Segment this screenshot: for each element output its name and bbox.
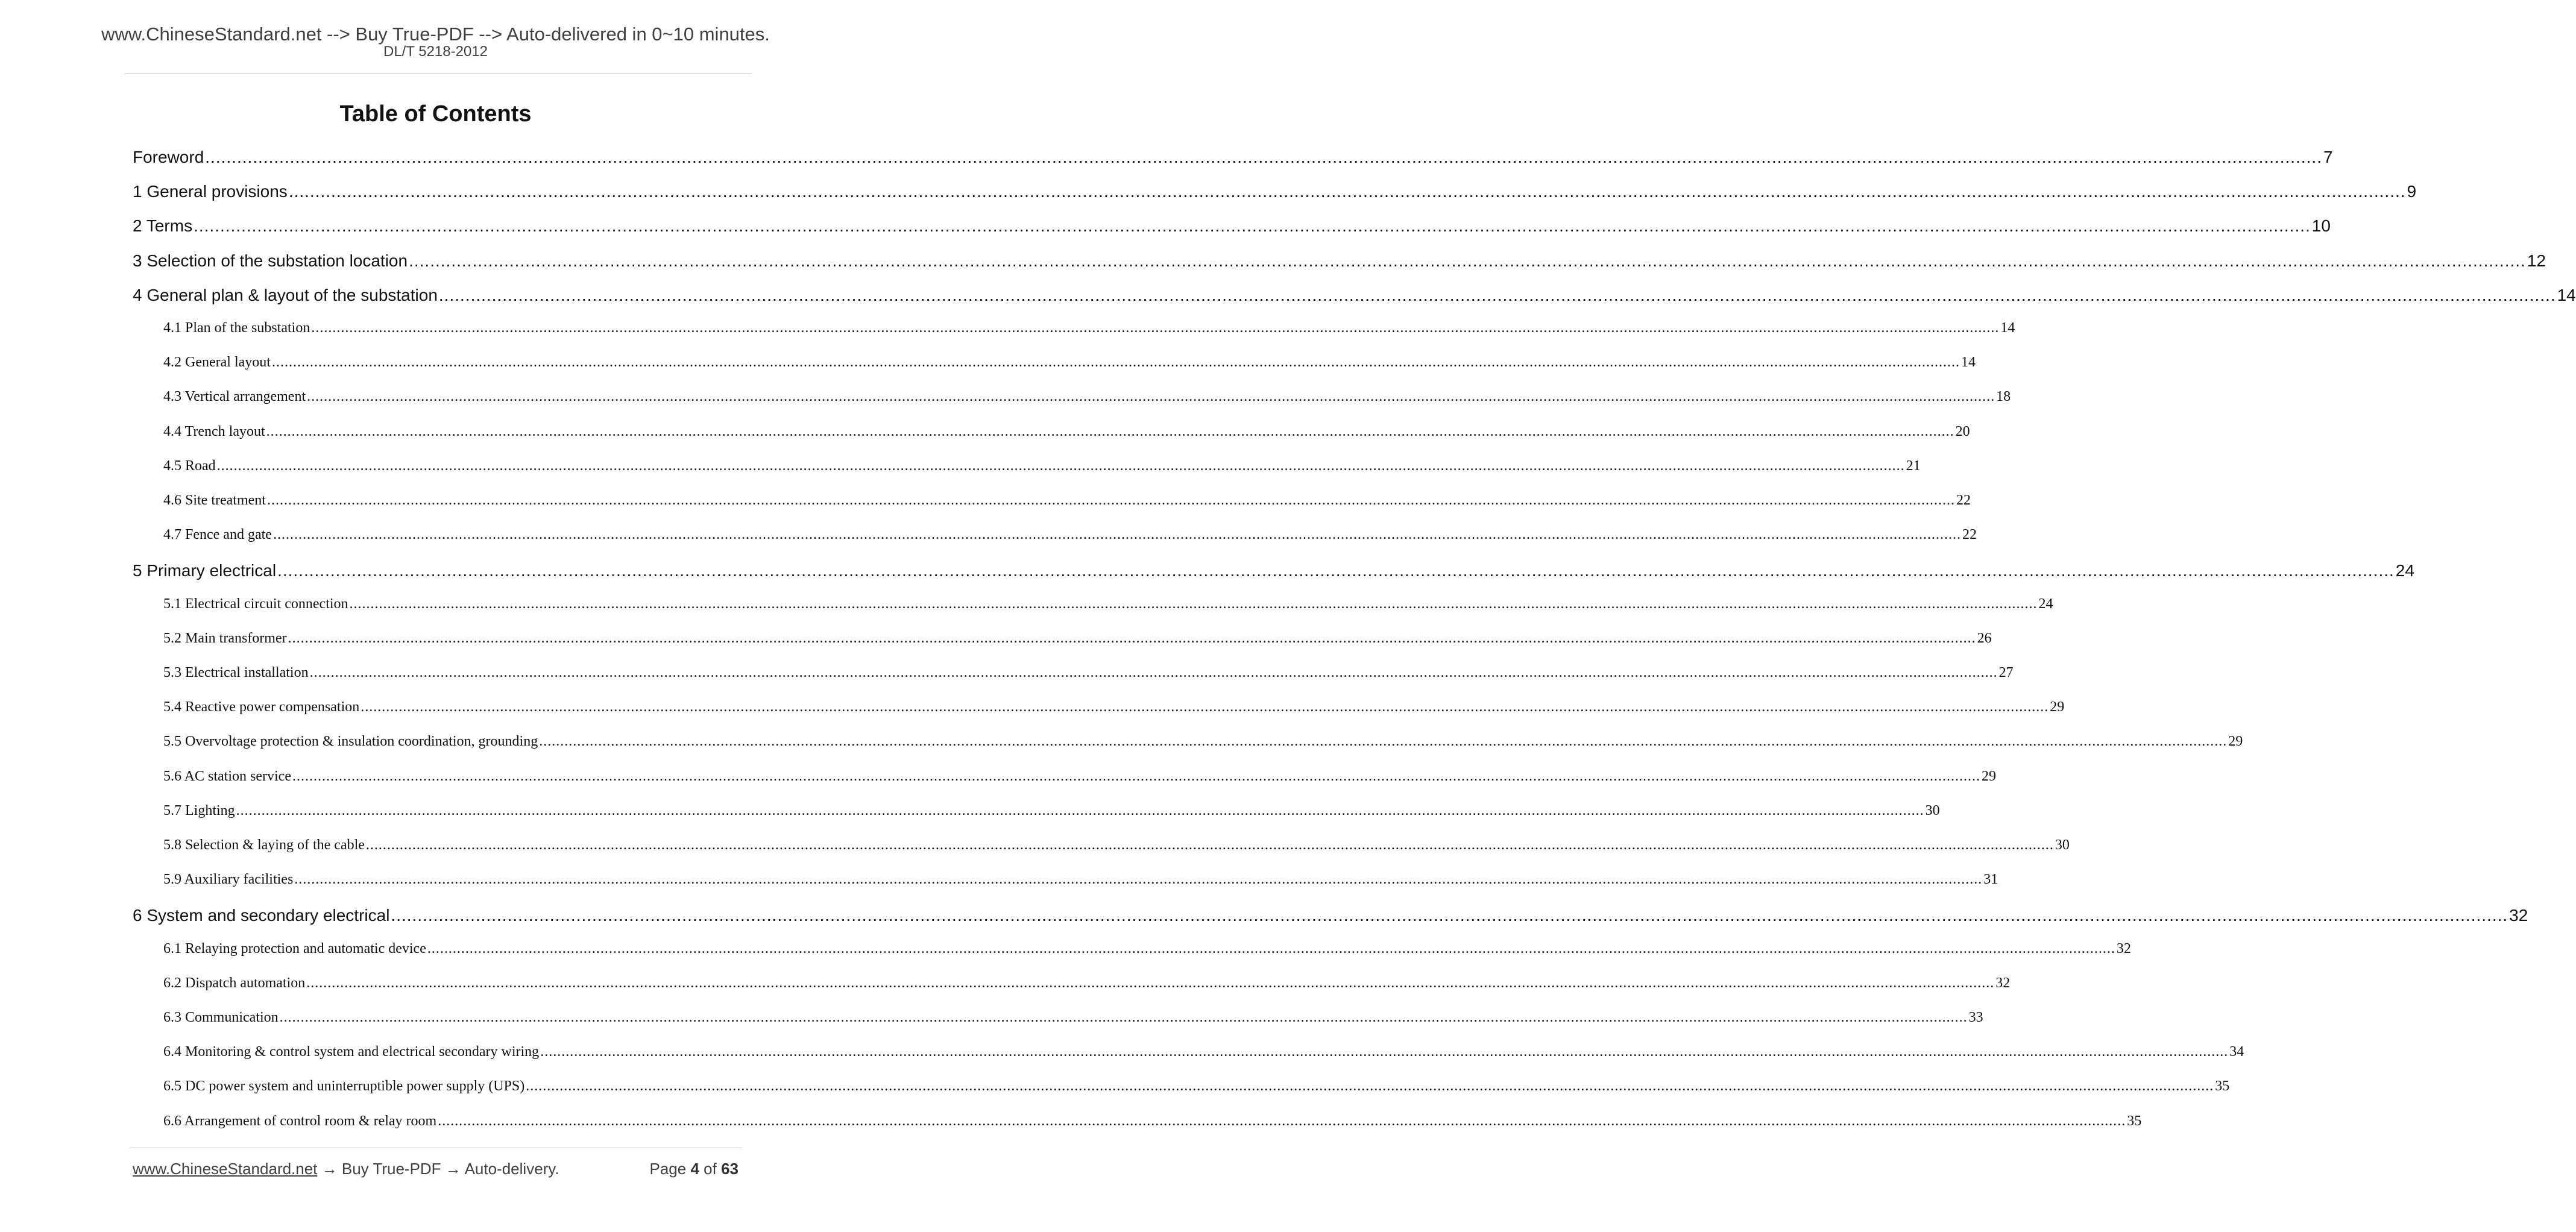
- toc-section-entry[interactable]: [163, 458, 1921, 474]
- toc-page-number: 22: [1956, 492, 1971, 508]
- toc-dot-leader: ................................................................................................................................................................................................................................................................................................................................................................................................................: [540, 1044, 2229, 1060]
- toc-section-entry[interactable]: [163, 424, 1970, 440]
- toc-chapter-entry[interactable]: [133, 286, 2576, 305]
- toc-dot-leader: ................................................................................................................................................................................................................................................................................................................................................................................................................: [309, 665, 1998, 680]
- toc-page-number: 21: [1906, 458, 1921, 474]
- toc-section-entry[interactable]: [163, 872, 1998, 888]
- toc-entry-title: 4 General plan & layout of the substation: [133, 286, 438, 304]
- toc-section-entry[interactable]: [163, 320, 2015, 336]
- toc-entry-title: 5 Primary electrical: [133, 561, 277, 580]
- toc-entry-title: 6.2 Dispatch automation: [163, 975, 306, 991]
- toc-section-entry[interactable]: [163, 1010, 1983, 1026]
- toc-dot-leader: ................................................................................................................................................................................................................................................................................................................................................................................................................: [365, 837, 2054, 853]
- toc-section-entry[interactable]: [163, 665, 2014, 681]
- toc-dot-leader: ................................................................................................................................................................................................................................................................................................................................................................................................................: [194, 216, 2311, 235]
- toc-entry-title: 5.6 AC station service: [163, 768, 291, 784]
- toc-page-number: 24: [2395, 561, 2414, 580]
- toc-chapter-entry[interactable]: [133, 251, 2546, 271]
- toc-entry-title: 4.6 Site treatment: [163, 492, 266, 508]
- toc-page-number: 35: [2215, 1078, 2230, 1094]
- toc-page-number: 33: [1968, 1010, 1983, 1025]
- toc-page-number: 7: [2323, 148, 2333, 166]
- toc-chapter-entry[interactable]: [133, 216, 2331, 236]
- toc-page-number: 20: [1955, 424, 1970, 439]
- toc-page-number: 29: [2228, 734, 2243, 749]
- toc-dot-leader: ................................................................................................................................................................................................................................................................................................................................................................................................................: [311, 320, 2000, 336]
- toc-entry-title: 6 System and secondary electrical: [133, 906, 390, 925]
- toc-section-entry[interactable]: [163, 492, 1971, 509]
- toc-section-entry[interactable]: [163, 527, 1977, 543]
- page-title: Table of Contents: [339, 101, 532, 127]
- toc-section-entry[interactable]: [163, 630, 1992, 647]
- toc-entry-title: 4.1 Plan of the substation: [163, 320, 310, 336]
- toc-entry-title: 5.8 Selection & laying of the cable: [163, 837, 365, 853]
- header-banner: www.ChineseStandard.net --> Buy True-PDF --> Auto-delivered in 0~10 minutes.: [101, 24, 770, 45]
- toc-page-number: 35: [2127, 1113, 2142, 1129]
- toc-dot-leader: ................................................................................................................................................................................................................................................................................................................................................................................................................: [438, 286, 2556, 304]
- footer-site-link[interactable]: www.ChineseStandard.net: [133, 1160, 318, 1178]
- toc-dot-leader: ................................................................................................................................................................................................................................................................................................................................................................................................................: [349, 596, 2038, 612]
- toc-section-entry[interactable]: [163, 596, 2053, 612]
- toc-page-number: 32: [2509, 906, 2528, 925]
- total-pages-number: 63: [721, 1160, 738, 1178]
- toc-page-number: 9: [2407, 182, 2417, 201]
- toc-page-number: 18: [1996, 389, 2011, 404]
- toc-entry-title: 4.3 Vertical arrangement: [163, 389, 306, 404]
- toc-dot-leader: ................................................................................................................................................................................................................................................................................................................................................................................................................: [307, 389, 1995, 404]
- toc-section-entry[interactable]: [163, 699, 2065, 715]
- toc-dot-leader: ................................................................................................................................................................................................................................................................................................................................................................................................................: [288, 182, 2406, 201]
- toc-entry-title: 4.5 Road: [163, 458, 216, 474]
- toc-page-number: 34: [2229, 1044, 2244, 1060]
- toc-page-number: 14: [1960, 354, 1976, 370]
- standard-code: DL/T 5218-2012: [383, 43, 488, 60]
- toc-page-number: 10: [2311, 216, 2331, 235]
- toc-entry-title: 6.4 Monitoring & control system and electrical secondary wiring: [163, 1044, 540, 1060]
- toc-section-entry[interactable]: [163, 1044, 2244, 1060]
- current-page-number: 4: [690, 1160, 699, 1178]
- toc-page-number: 14: [2557, 286, 2576, 304]
- toc-dot-leader: ................................................................................................................................................................................................................................................................................................................................................................................................................: [266, 492, 1955, 508]
- toc-page-number: 27: [1998, 665, 2014, 680]
- toc-entry-title: 1 General provisions: [133, 182, 288, 201]
- toc-entry-title: 3 Selection of the substation location: [133, 251, 408, 270]
- toc-section-entry[interactable]: [163, 389, 2011, 405]
- toc-page-number: 29: [2050, 699, 2065, 715]
- toc-dot-leader: ................................................................................................................................................................................................................................................................................................................................................................................................................: [205, 148, 2322, 166]
- toc-dot-leader: ................................................................................................................................................................................................................................................................................................................................................................................................................: [216, 458, 1905, 474]
- toc-entry-title: 6.3 Communication: [163, 1010, 279, 1025]
- toc-dot-leader: ................................................................................................................................................................................................................................................................................................................................................................................................................: [409, 251, 2526, 270]
- toc-dot-leader: ................................................................................................................................................................................................................................................................................................................................................................................................................: [277, 561, 2395, 580]
- toc-dot-leader: ................................................................................................................................................................................................................................................................................................................................................................................................................: [391, 906, 2508, 925]
- toc-dot-leader: ................................................................................................................................................................................................................................................................................................................................................................................................................: [292, 768, 1980, 784]
- toc-dot-leader: ................................................................................................................................................................................................................................................................................................................................................................................................................: [288, 630, 1976, 646]
- toc-section-entry[interactable]: [163, 768, 1996, 785]
- toc-entry-title: 5.1 Electrical circuit connection: [163, 596, 348, 612]
- toc-dot-leader: ................................................................................................................................................................................................................................................................................................................................................................................................................: [526, 1078, 2214, 1094]
- toc-chapter-entry[interactable]: [133, 182, 2417, 201]
- toc-chapter-entry[interactable]: [133, 906, 2528, 925]
- toc-page-number: 31: [1983, 872, 1998, 887]
- toc-dot-leader: ................................................................................................................................................................................................................................................................................................................................................................................................................: [271, 354, 1960, 370]
- toc-dot-leader: ................................................................................................................................................................................................................................................................................................................................................................................................................: [294, 872, 1983, 887]
- toc-dot-leader: ................................................................................................................................................................................................................................................................................................................................................................................................................: [361, 699, 2049, 715]
- toc-entry-title: 5.9 Auxiliary facilities: [163, 872, 294, 887]
- toc-dot-leader: ................................................................................................................................................................................................................................................................................................................................................................................................................: [236, 803, 1924, 819]
- toc-entry-title: 6.6 Arrangement of control room & relay room: [163, 1113, 437, 1129]
- toc-page-number: 30: [1925, 803, 1940, 819]
- toc-entry-title: Foreword: [133, 148, 204, 166]
- toc-entry-title: 4.2 General layout: [163, 354, 271, 370]
- toc-section-entry[interactable]: [163, 354, 1976, 371]
- of-word: of: [704, 1160, 717, 1178]
- toc-dot-leader: ................................................................................................................................................................................................................................................................................................................................................................................................................: [427, 941, 2115, 957]
- toc-entry-title: 5.2 Main transformer: [163, 630, 287, 646]
- toc-chapter-entry[interactable]: [133, 148, 2333, 167]
- toc-dot-leader: ................................................................................................................................................................................................................................................................................................................................................................................................................: [539, 734, 2228, 749]
- toc-dot-leader: ................................................................................................................................................................................................................................................................................................................................................................................................................: [272, 527, 1961, 542]
- toc-entry-title: 4.7 Fence and gate: [163, 527, 272, 542]
- toc-entry-title: 5.3 Electrical installation: [163, 665, 309, 680]
- toc-page-number: 22: [1962, 527, 1977, 542]
- toc-page-number: 30: [2055, 837, 2070, 853]
- toc-page-number: 29: [1981, 768, 1996, 784]
- toc-section-entry[interactable]: [163, 975, 2011, 992]
- toc-section-entry[interactable]: [163, 1113, 2142, 1130]
- footer-left: [133, 1160, 559, 1178]
- toc-section-entry[interactable]: [163, 734, 2243, 750]
- toc-page-number: 14: [2000, 320, 2015, 336]
- toc-page-number: 32: [1995, 975, 2011, 991]
- toc-page-number: 32: [2116, 941, 2131, 957]
- toc-entry-title: 4.4 Trench layout: [163, 424, 265, 439]
- toc-dot-leader: ................................................................................................................................................................................................................................................................................................................................................................................................................: [306, 975, 1995, 991]
- toc-entry-title: 5.5 Overvoltage protection & insulation coordination, grounding: [163, 734, 538, 749]
- toc-page-number: 12: [2527, 251, 2546, 270]
- toc-dot-leader: ................................................................................................................................................................................................................................................................................................................................................................................................................: [438, 1113, 2126, 1129]
- page-word: Page: [649, 1160, 687, 1178]
- toc-section-entry[interactable]: [163, 941, 2131, 957]
- page-indicator: [649, 1160, 738, 1178]
- toc-dot-leader: ................................................................................................................................................................................................................................................................................................................................................................................................................: [279, 1010, 1968, 1025]
- toc-page-number: 26: [1977, 630, 1992, 646]
- footer-tagline: → Buy True-PDF → Auto-delivery.: [317, 1160, 559, 1178]
- toc-chapter-entry[interactable]: [133, 561, 2414, 580]
- toc-entry-title: 5.7 Lighting: [163, 803, 235, 819]
- toc-entry-title: 5.4 Reactive power compensation: [163, 699, 360, 715]
- toc-entry-title: 2 Terms: [133, 216, 193, 235]
- toc-section-entry[interactable]: [163, 1078, 2230, 1095]
- toc-section-entry[interactable]: [163, 803, 1940, 819]
- toc-entry-title: 6.5 DC power system and uninterruptible power supply (UPS): [163, 1078, 525, 1094]
- toc-page-number: 24: [2038, 596, 2053, 612]
- toc-section-entry[interactable]: [163, 837, 2070, 853]
- toc-entry-title: 6.1 Relaying protection and automatic device: [163, 941, 426, 957]
- toc-dot-leader: ................................................................................................................................................................................................................................................................................................................................................................................................................: [266, 424, 1954, 439]
